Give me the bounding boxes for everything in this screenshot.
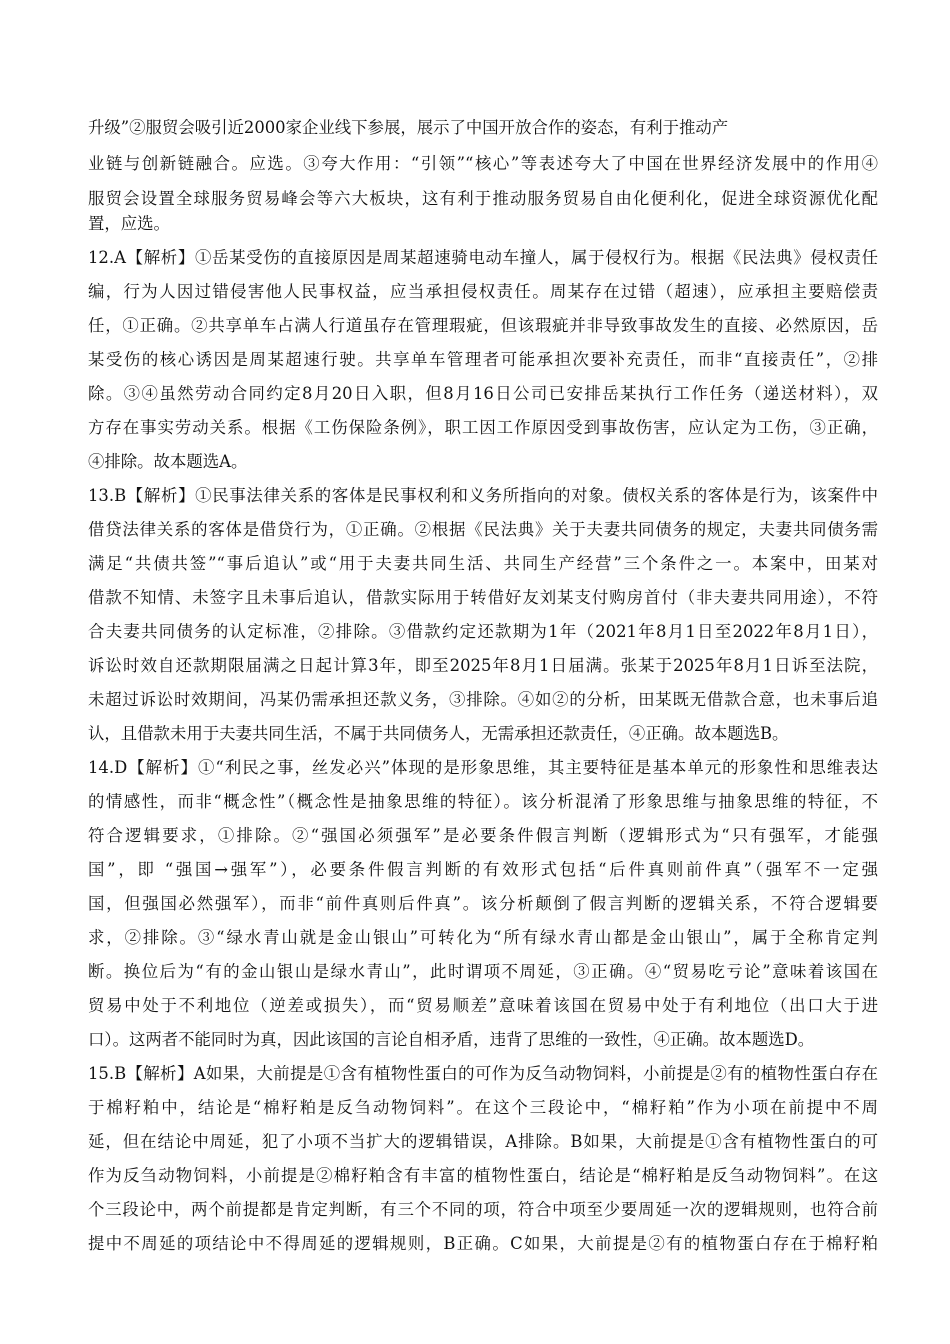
text-line: 求，②排除。③“绿水青山就是金山银山”可转化为“所有绿水青山都是金山银山”，属于全称肯定判 — [88, 928, 878, 947]
text-line: 国”，即 “强国→强军”），必要条件假言判断的有效形式包括“后件真则前件真”（强军不一定强 — [88, 860, 878, 879]
text-line: 满足“共债共签”“事后追认”或“用于夫妻共同生活、共同生产经营”三个条件之一。本案中，田某对 — [88, 554, 878, 573]
text-line: 业链与创新链融合。应选。③夸大作用：“引领”“核心”等表述夸大了中国在世界经济发展中的作用④ — [88, 154, 878, 173]
text-line: 14.D【解析】①“利民之事，丝发必兴”体现的是形象思维，其主要特征是基本单元的形象性和思维表达 — [88, 758, 878, 777]
text-line: 借款不知情、未签字且未事后追认，借款实际用于转借好友刘某支付购房首付（非夫妻共同用途），不符 — [88, 588, 878, 607]
text-line: 口）。这两者不能同时为真，因此该国的言论自相矛盾，违背了思维的一致性，④正确。故本题选D。 — [88, 1030, 815, 1049]
text-line: 认，且借款未用于夫妻共同生活，不属于共同债务人，无需承担还款责任，④正确。故本题选B。 — [88, 724, 789, 743]
text-line: 编，行为人因过错侵害他人民事权益，应当承担侵权责任。周某存在过错（超速），应承担主要赔偿责 — [88, 282, 878, 301]
text-line: 断。换位后为“有的金山银山是绿水青山”，此时谓项不周延，③正确。④“贸易吃亏论”意味着该国在 — [88, 962, 878, 981]
text-line: 合夫妻共同债务的认定标准，②排除。③借款约定还款期为1年（2021年8月1日至2022年8月1日）， — [88, 622, 878, 641]
text-line: 升级”②服贸会吸引近2000家企业线下参展，展示了中国开放合作的姿态，有利于推动产 — [88, 118, 729, 137]
text-line: 提中不周延的项结论中不得周延的逻辑规则，B正确。C如果，大前提是②有的植物蛋白存在于棉籽粕 — [88, 1234, 878, 1253]
text-line: 除。③④虽然劳动合同约定8月20日入职，但8月16日公司已安排岳某执行工作任务（递送材料），双 — [88, 384, 878, 403]
text-line: 诉讼时效自还款期限届满之日起计算3年，即至2025年8月1日届满。张某于2025年8月1日诉至法院， — [88, 656, 878, 675]
text-line: 13.B【解析】①民事法律关系的客体是民事权利和义务所指向的对象。债权关系的客体是行为，该案件中 — [88, 486, 878, 505]
text-line: 方存在事实劳动关系。根据《工伤保险条例》，职工因工作原因受到事故伤害，应认定为工伤，③正确， — [88, 418, 878, 437]
text-line: 符合逻辑要求，①排除。②“强国必须强军”是必要条件假言判断（逻辑形式为“只有强军，才能强 — [88, 826, 878, 845]
text-line: 某受伤的核心诱因是周某超速行驶。共享单车管理者可能承担次要补充责任，而非“直接责任”，②排 — [88, 350, 878, 369]
text-line: 未超过诉讼时效期间，冯某仍需承担还款义务，③排除。④如②的分析，田某既无借款合意，也未事后追 — [88, 690, 878, 709]
text-line: 任，①正确。②共享单车占满人行道虽存在管理瑕疵，但该瑕疵并非导致事故发生的直接、必然原因，岳 — [88, 316, 878, 335]
text-line: 15.B【解析】A如果，大前提是①含有植物性蛋白的可作为反刍动物饲料，小前提是②有的植物性蛋白存在 — [88, 1064, 878, 1083]
text-line: 个三段论中，两个前提都是肯定判断，有三个不同的项，符合中项至少要周延一次的逻辑规则，也符合前 — [88, 1200, 878, 1219]
text-line: 贸易中处于不利地位（逆差或损失），而“贸易顺差”意味着该国在贸易中处于有利地位（出口大于进 — [88, 996, 878, 1015]
text-line: ④排除。故本题选A。 — [88, 452, 248, 471]
text-line: 借贷法律关系的客体是借贷行为，①正确。②根据《民法典》关于夫妻共同债务的规定，夫妻共同债务需 — [88, 520, 878, 539]
text-line: 作为反刍动物饲料，小前提是②棉籽粕含有丰富的植物性蛋白，结论是“棉籽粕是反刍动物饲料”。在这 — [88, 1166, 878, 1185]
text-line: 于棉籽粕中，结论是“棉籽粕是反刍动物饲料”。在这个三段论中，“棉籽粕”作为小项在前提中不周 — [88, 1098, 878, 1117]
text-line: 延，但在结论中周延，犯了小项不当扩大的逻辑错误，A排除。B如果，大前提是①含有植物性蛋白的可 — [88, 1132, 878, 1151]
text-line: 服贸会设置全球服务贸易峰会等六大板块，这有利于推动服务贸易自由化便利化，促进全球资源优化配 — [88, 189, 878, 208]
text-line: 国，但强国必然强军），而非“前件真则后件真”。该分析颠倒了假言判断的逻辑关系，不符合逻辑要 — [88, 894, 878, 913]
text-line: 12.A【解析】①岳某受伤的直接原因是周某超速骑电动车撞人，属于侵权行为。根据《民法典》侵权责任 — [88, 248, 878, 267]
text-line: 置，应选。 — [88, 214, 170, 233]
text-line: 的情感性，而非“概念性”（概念性是抽象思维的特征）。该分析混淆了形象思维与抽象思维的特征，不 — [88, 792, 878, 811]
